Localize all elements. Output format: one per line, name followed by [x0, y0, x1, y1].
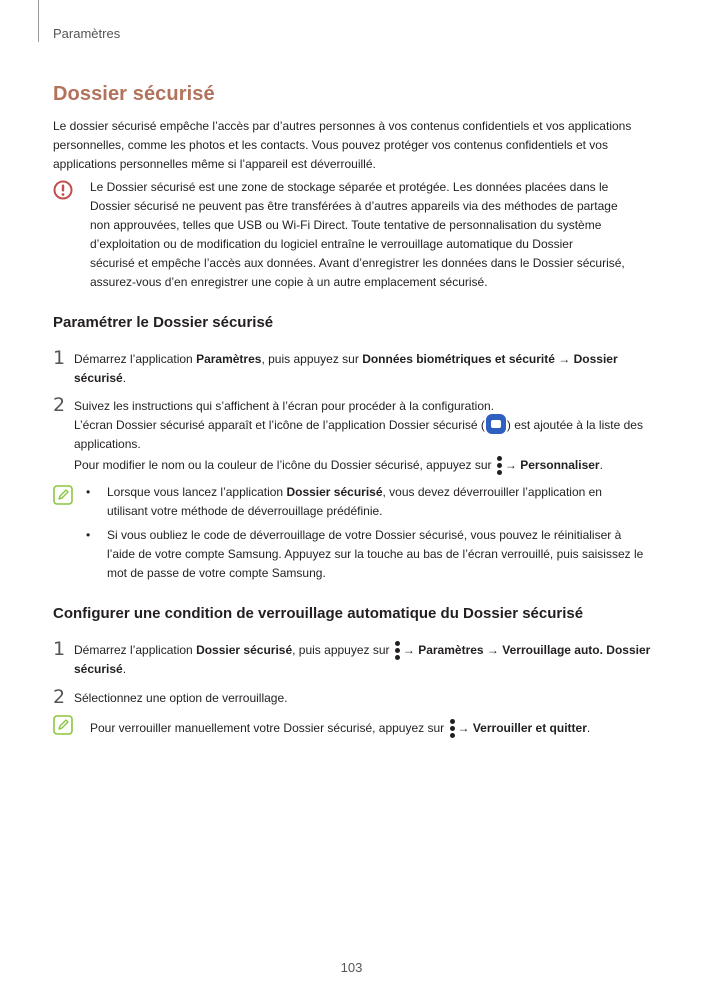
warning-line: assurez-vous d’en enregistrer une copie à un autre emplacement sécurisé.: [90, 275, 488, 289]
header-title: Paramètres: [53, 26, 121, 41]
section-heading-auto-lock: Configurer une condition de verrouillage automatique du Dossier sécurisé: [53, 605, 584, 622]
step-number: 1: [53, 347, 66, 369]
step-number: 2: [53, 394, 66, 416]
intro-paragraph: [53, 117, 653, 174]
step-text: Démarrez l’application Dossier sécurisé, puis appuyez sur → Paramètres → Verrouillage auto. Dossier sécurisé.: [74, 643, 651, 677]
more-options-icon: [449, 719, 457, 738]
more-options-icon: [496, 456, 504, 475]
note-icon: [53, 485, 73, 505]
step-text: Sélectionnez une option de verrouillage.: [74, 691, 288, 705]
intro-line: applications personnelles même si l’appareil est déverrouillé.: [53, 157, 376, 171]
page-title: Dossier sécurisé: [53, 83, 215, 105]
note-icon: [53, 715, 73, 735]
step-number: 2: [53, 686, 66, 708]
bullet-text: Si vous oubliez le code de déverrouillage de votre Dossier sécurisé, vous pouvez le réinitialiser à l’aide de votre compte Samsung. Appuyez sur la touche au bas de l’écran verrouillé, puis saisissez le mot de passe de votre compte Samsung.: [107, 528, 644, 580]
header-rule: [38, 0, 39, 42]
auto-lock-note: Pour verrouiller manuellement votre Dossier sécurisé, appuyez sur → Verrouiller et quitter.: [90, 719, 660, 738]
warning-line: Dossier sécurisé ne peuvent pas être transférées à d’autres appareils via des méthodes de partage: [90, 199, 618, 213]
page-number: 103: [340, 960, 363, 975]
bullet-text: Lorsque vous lancez l’application Dossier sécurisé, vous devez déverrouiller l’application en utilisant votre méthode de déverrouillage prédéfinie.: [107, 485, 602, 518]
intro-line: personnelles, comme les photos et les contacts. Vous pouvez protéger vos contenus confidentiels et vos: [53, 138, 608, 152]
step-number: 1: [53, 638, 66, 660]
secure-folder-app-icon: [486, 414, 506, 434]
caution-icon: [53, 180, 73, 200]
bullet-dot: •: [86, 485, 91, 499]
warning-text: [90, 178, 650, 292]
more-options-icon: [394, 641, 402, 660]
section-heading-setup: Paramétrer le Dossier sécurisé: [53, 314, 274, 331]
warning-line: Le Dossier sécurisé est une zone de stockage séparée et protégée. Les données placées dans le: [90, 180, 609, 194]
step-text: Démarrez l’application Paramètres, puis appuyez sur Données biométriques et sécurité → Dossier sécurisé.: [74, 352, 618, 385]
warning-line: d’exploitation ou de modification du logiciel entraîne le verrouillage automatique du Dossier: [90, 237, 573, 251]
warning-line: non approuvées, telles que USB ou Wi-Fi Direct. Toute tentative de personnalisation du système: [90, 218, 602, 232]
step-text: Suivez les instructions qui s’affichent à l’écran pour procéder à la configuration. L’écran Dossier sécurisé apparaît et l’icône de l’application Dossier sécurisé ( ) est ajoutée à la liste des applications. Pour modifier le nom ou la couleur de l’icône du Dossier sécurisé, appuyez sur → Personnaliser.: [74, 397, 654, 475]
bullet-dot: •: [86, 528, 91, 542]
intro-line: Le dossier sécurisé empêche l’accès par d’autres personnes à vos contenus confidentiels et vos applications: [53, 119, 632, 133]
warning-line: sécurisé et empêche l’accès aux données. Avant d’enregistrer les données dans le Dossier sécurisé,: [90, 256, 625, 270]
